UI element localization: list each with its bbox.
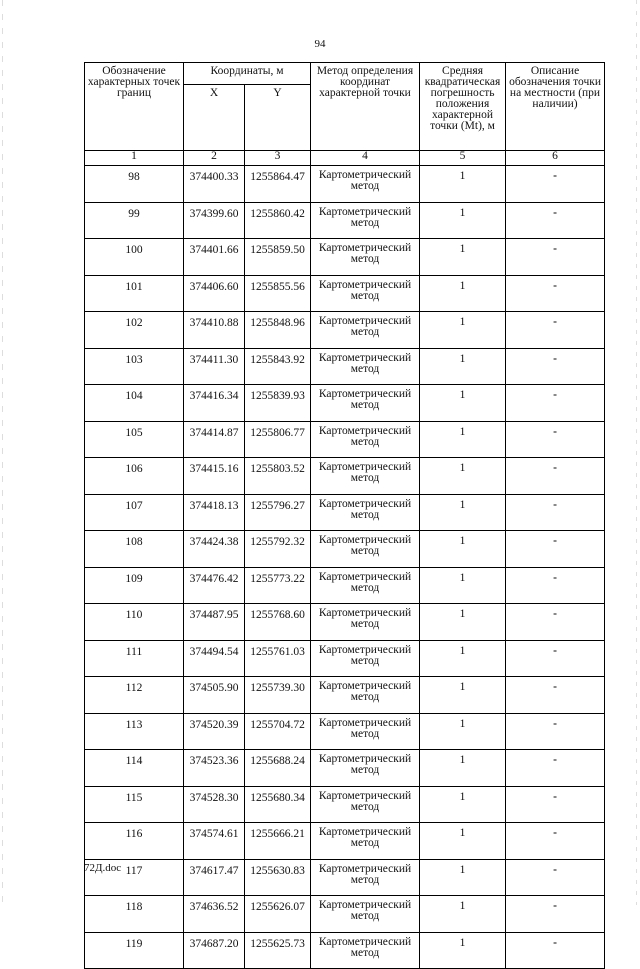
table-row	[85, 458, 605, 495]
cell-error: 1	[420, 239, 506, 276]
cell-error: 1	[420, 823, 506, 860]
cell-error: 1	[420, 859, 506, 896]
cell-description: -	[506, 494, 605, 531]
header-method: Метод определения координат характерной точки	[311, 63, 420, 151]
table-row	[85, 640, 605, 677]
cell-method: Картометрический метод	[311, 531, 420, 568]
cell-point: 101	[85, 275, 184, 312]
cell-x: 374494.54	[184, 640, 245, 677]
table-row	[85, 859, 605, 896]
cell-method: Картометрический метод	[311, 932, 420, 969]
cell-x: 374415.16	[184, 458, 245, 495]
cell-x: 374406.60	[184, 275, 245, 312]
cell-x: 374523.36	[184, 750, 245, 787]
cell-y: 1255806.77	[245, 421, 311, 458]
cell-method: Картометрический метод	[311, 896, 420, 933]
cell-x: 374636.52	[184, 896, 245, 933]
cell-y: 1255860.42	[245, 202, 311, 239]
cell-error: 1	[420, 640, 506, 677]
cell-description: -	[506, 421, 605, 458]
cell-point: 103	[85, 348, 184, 385]
cell-error: 1	[420, 421, 506, 458]
cell-y: 1255680.34	[245, 786, 311, 823]
table-row	[85, 239, 605, 276]
cell-point: 99	[85, 202, 184, 239]
cell-point: 115	[85, 786, 184, 823]
cell-method: Картометрический метод	[311, 494, 420, 531]
cell-description: -	[506, 531, 605, 568]
cell-description: -	[506, 750, 605, 787]
cell-point: 111	[85, 640, 184, 677]
cell-x: 374416.34	[184, 385, 245, 422]
cell-method: Картометрический метод	[311, 421, 420, 458]
scan-edge-left	[2, 0, 3, 905]
cell-x: 374520.39	[184, 713, 245, 750]
table-row	[85, 531, 605, 568]
cell-point: 102	[85, 312, 184, 349]
cell-description: -	[506, 640, 605, 677]
cell-point: 119	[85, 932, 184, 969]
cell-error: 1	[420, 166, 506, 203]
cell-error: 1	[420, 385, 506, 422]
cell-method: Картометрический метод	[311, 713, 420, 750]
table-row	[85, 823, 605, 860]
cell-y: 1255768.60	[245, 604, 311, 641]
cell-y: 1255773.22	[245, 567, 311, 604]
cell-method: Картометрический метод	[311, 239, 420, 276]
cell-y: 1255739.30	[245, 677, 311, 714]
cell-error: 1	[420, 312, 506, 349]
cell-description: -	[506, 275, 605, 312]
column-number: 4	[311, 151, 420, 166]
table-row	[85, 275, 605, 312]
cell-error: 1	[420, 531, 506, 568]
cell-x: 374414.87	[184, 421, 245, 458]
cell-description: -	[506, 604, 605, 641]
cell-error: 1	[420, 494, 506, 531]
cell-method: Картометрический метод	[311, 640, 420, 677]
cell-method: Картометрический метод	[311, 567, 420, 604]
cell-y: 1255843.92	[245, 348, 311, 385]
cell-x: 374399.60	[184, 202, 245, 239]
cell-point: 98	[85, 166, 184, 203]
cell-y: 1255792.32	[245, 531, 311, 568]
cell-method: Картометрический метод	[311, 604, 420, 641]
header-coordinates: Координаты, м	[184, 63, 311, 85]
cell-point: 113	[85, 713, 184, 750]
table-row	[85, 166, 605, 203]
cell-method: Картометрический метод	[311, 859, 420, 896]
table-row	[85, 750, 605, 787]
table-row	[85, 567, 605, 604]
column-number-row	[85, 151, 605, 166]
cell-x: 374574.61	[184, 823, 245, 860]
cell-point: 108	[85, 531, 184, 568]
cell-x: 374617.47	[184, 859, 245, 896]
cell-x: 374505.90	[184, 677, 245, 714]
cell-method: Картометрический метод	[311, 823, 420, 860]
cell-y: 1255761.03	[245, 640, 311, 677]
cell-description: -	[506, 859, 605, 896]
table-row	[85, 713, 605, 750]
cell-y: 1255864.47	[245, 166, 311, 203]
cell-error: 1	[420, 604, 506, 641]
cell-x: 374411.30	[184, 348, 245, 385]
page-number: 94	[314, 38, 326, 50]
cell-x: 374687.20	[184, 932, 245, 969]
cell-method: Картометрический метод	[311, 750, 420, 787]
cell-y: 1255803.52	[245, 458, 311, 495]
cell-method: Картометрический метод	[311, 458, 420, 495]
cell-y: 1255625.73	[245, 932, 311, 969]
cell-method: Картометрический метод	[311, 385, 420, 422]
cell-description: -	[506, 202, 605, 239]
cell-description: -	[506, 786, 605, 823]
table-row	[85, 348, 605, 385]
column-number: 2	[184, 151, 245, 166]
cell-point: 116	[85, 823, 184, 860]
table-row	[85, 786, 605, 823]
cell-description: -	[506, 567, 605, 604]
cell-error: 1	[420, 677, 506, 714]
column-number: 6	[506, 151, 605, 166]
header-error: Средняя квадратическая погрешность положения характерной точки (Mt), м	[420, 63, 506, 151]
cell-y: 1255848.96	[245, 312, 311, 349]
cell-point: 110	[85, 604, 184, 641]
column-number: 5	[420, 151, 506, 166]
cell-description: -	[506, 312, 605, 349]
cell-description: -	[506, 239, 605, 276]
table-row	[85, 494, 605, 531]
cell-point: 112	[85, 677, 184, 714]
cell-point: 107	[85, 494, 184, 531]
cell-description: -	[506, 713, 605, 750]
column-number: 3	[245, 151, 311, 166]
cell-method: Картометрический метод	[311, 202, 420, 239]
cell-point: 109	[85, 567, 184, 604]
cell-y: 1255666.21	[245, 823, 311, 860]
table-row	[85, 312, 605, 349]
cell-method: Картометрический метод	[311, 786, 420, 823]
cell-description: -	[506, 896, 605, 933]
table-body	[85, 166, 605, 969]
cell-point: 104	[85, 385, 184, 422]
column-number: 1	[85, 151, 184, 166]
cell-point: 106	[85, 458, 184, 495]
footer-filename: 72Д.doc	[84, 862, 122, 874]
cell-y: 1255630.83	[245, 859, 311, 896]
header-x: X	[184, 85, 245, 151]
cell-error: 1	[420, 713, 506, 750]
cell-point: 118	[85, 896, 184, 933]
header-y: Y	[245, 85, 311, 151]
cell-method: Картометрический метод	[311, 348, 420, 385]
cell-y: 1255688.24	[245, 750, 311, 787]
cell-description: -	[506, 385, 605, 422]
cell-description: -	[506, 677, 605, 714]
cell-x: 374401.66	[184, 239, 245, 276]
cell-point: 114	[85, 750, 184, 787]
cell-description: -	[506, 348, 605, 385]
cell-point: 117	[85, 859, 184, 896]
cell-error: 1	[420, 348, 506, 385]
cell-error: 1	[420, 932, 506, 969]
cell-x: 374400.33	[184, 166, 245, 203]
cell-x: 374528.30	[184, 786, 245, 823]
cell-description: -	[506, 823, 605, 860]
cell-description: -	[506, 166, 605, 203]
cell-error: 1	[420, 786, 506, 823]
scan-edge-right	[636, 0, 637, 905]
cell-y: 1255704.72	[245, 713, 311, 750]
table-row	[85, 385, 605, 422]
header-point: Обозначение характерных точек границ	[85, 63, 184, 151]
table-header	[85, 63, 605, 166]
coordinates-table	[84, 62, 605, 969]
table-row	[85, 202, 605, 239]
cell-point: 105	[85, 421, 184, 458]
table-row	[85, 604, 605, 641]
cell-description: -	[506, 458, 605, 495]
cell-description: -	[506, 932, 605, 969]
cell-method: Картометрический метод	[311, 166, 420, 203]
cell-error: 1	[420, 567, 506, 604]
header-description: Описание обозначения точки на местности (при наличии)	[506, 63, 605, 151]
table-row	[85, 932, 605, 969]
cell-method: Картометрический метод	[311, 275, 420, 312]
table-row	[85, 677, 605, 714]
cell-error: 1	[420, 458, 506, 495]
cell-x: 374476.42	[184, 567, 245, 604]
cell-x: 374410.88	[184, 312, 245, 349]
cell-y: 1255626.07	[245, 896, 311, 933]
cell-y: 1255839.93	[245, 385, 311, 422]
cell-method: Картометрический метод	[311, 312, 420, 349]
cell-point: 100	[85, 239, 184, 276]
table-row	[85, 896, 605, 933]
cell-x: 374424.38	[184, 531, 245, 568]
cell-error: 1	[420, 750, 506, 787]
cell-x: 374418.13	[184, 494, 245, 531]
cell-error: 1	[420, 275, 506, 312]
table-row	[85, 421, 605, 458]
cell-y: 1255796.27	[245, 494, 311, 531]
cell-error: 1	[420, 202, 506, 239]
cell-error: 1	[420, 896, 506, 933]
cell-y: 1255859.50	[245, 239, 311, 276]
cell-y: 1255855.56	[245, 275, 311, 312]
cell-x: 374487.95	[184, 604, 245, 641]
cell-method: Картометрический метод	[311, 677, 420, 714]
